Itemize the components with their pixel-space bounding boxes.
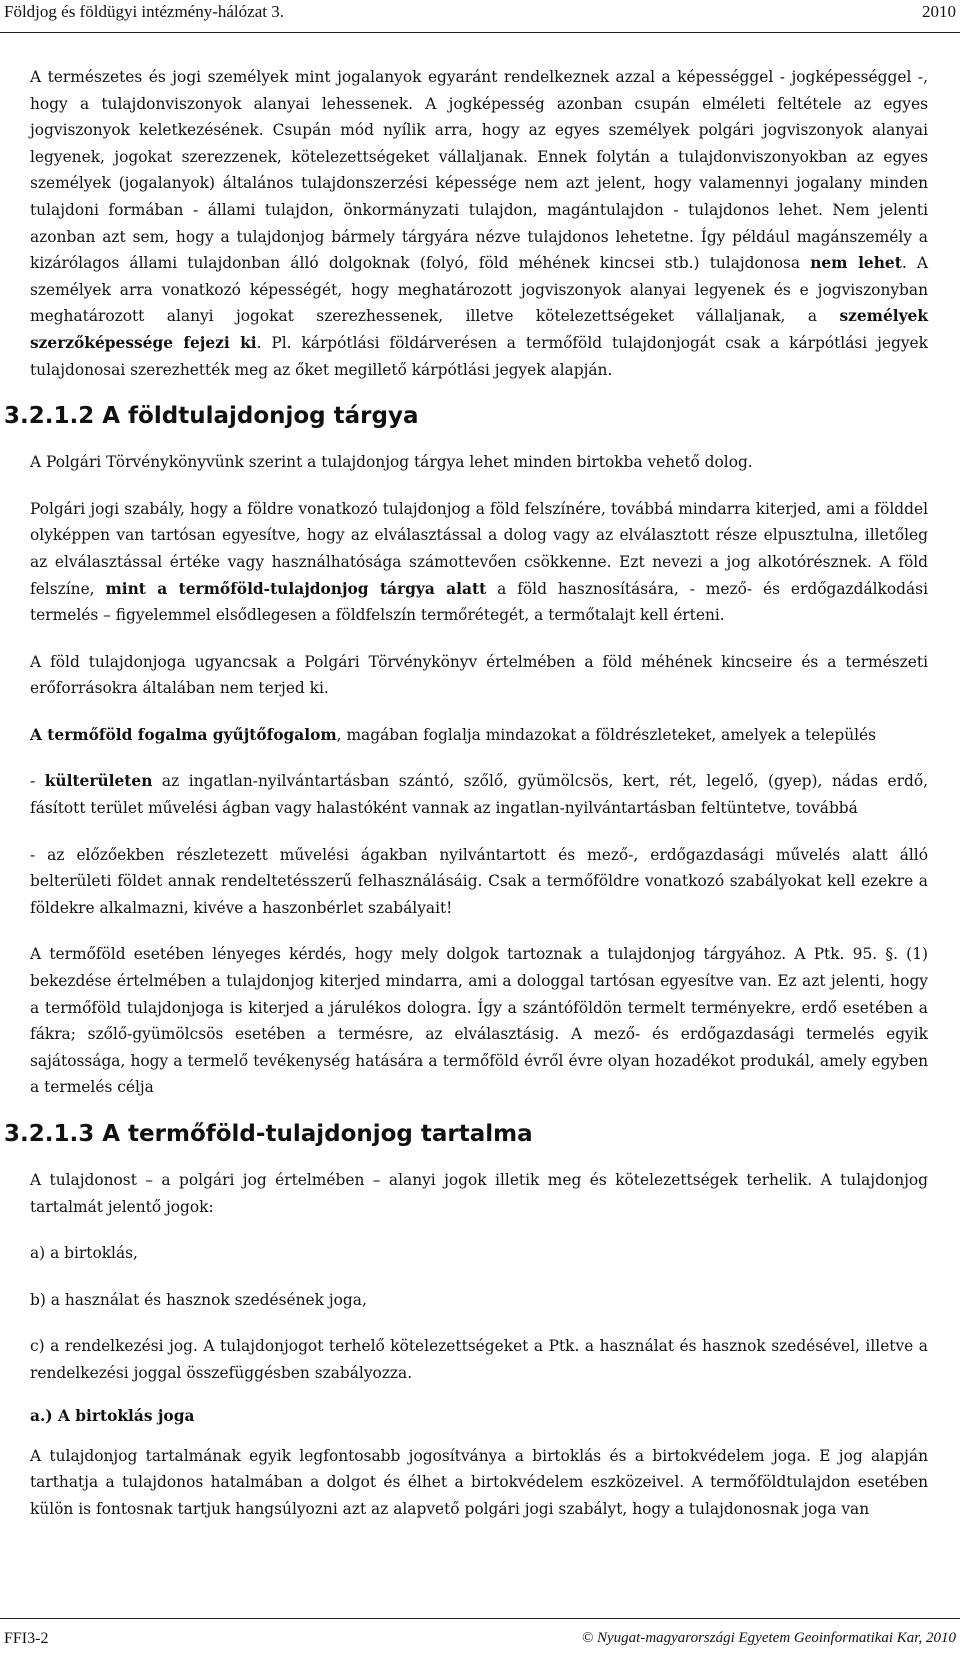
paragraph-inner-area: - az előzőekben részletezett művelési ágakban nyilvántartott és mező-, erdőgazdasági művelés alatt álló belterületi földet annak rendeltetésszerű felhasználásáig. Csak a termőföldre vonatkozó szabályokat kell ezekre a földekre alkalmazni, kivéve a haszonbérlet szabályait! bbox=[30, 845, 928, 917]
text-run: . Pl. kárpótlási földárverésen a termőföld tulajdonjogát csak a kárpótlási jegyek tulajdonosai szerezhették meg az őket megillető kárpótlási jegyek alapján. bbox=[30, 333, 928, 379]
paragraph-possession: A tulajdonjog tartalmának egyik legfontosabb jogosítványa a birtoklás és a birtokvédelem joga. E jog alapján tarthatja a tulajdonos hatalmában a dolgot és élhet a birtokvédelem eszközeivel. A termőföldtulajdon esetében külön is fontosnak tartjuk hangsúlyozni azt az alapvető polgári jogi szabályt, hogy a tulajdonosnak joga van bbox=[30, 1446, 928, 1518]
paragraph-object: A Polgári Törvénykönyvünk szerint a tulajdonjog tárgya lehet minden birtokba vehető dolog. bbox=[30, 453, 753, 472]
text-run: , magában foglalja mindazokat a földrészleteket, amelyek a település bbox=[336, 725, 877, 744]
section-heading-3212: 3.2.1.2 A földtulajdonjog tárgya bbox=[4, 403, 419, 430]
bold-run: mint a termőföld-tulajdonjog tárgya alatt bbox=[105, 579, 487, 598]
paragraph-legal-capacity bbox=[30, 64, 928, 383]
text-run: Polgári jogi szabály, hogy a földre vonatkozó tulajdonjog a föld felszínére, továbbá mindarra kiterjed, ami a földdel olyképpen van tartósan egyesítve, hogy az elválasztással a dolog vagy az elválasztott része elpusztulna, illetőleg az elválasztással értéke vagy használhatósága számottevően csökkenne. Ezt nevezi a jog alkotórésznek. A föld felszíne, bbox=[30, 499, 928, 598]
text-run: az ingatlan-nyilvántartásban szántó, szőlő, gyümölcsös, kert, rét, legelő, (gyep), nádas erdő, fásított terület művelési ágban vagy halastóként vannak az ingatlan-nyilvántartásban feltüntetve, továbbá bbox=[30, 772, 929, 818]
bold-run: A termőföld fogalma gyűjtőfogalom bbox=[30, 725, 337, 744]
list-item-b: b) a használat és hasznok szedésének joga, bbox=[30, 1290, 367, 1309]
list-item-a: a) a birtoklás, bbox=[30, 1244, 138, 1263]
paragraph-owner-rights: A tulajdonost – a polgári jog értelmében – alanyi jogok illetik meg és kötelezettségek terhelik. A tulajdonjog tartalmát jelentő jogok: bbox=[30, 1171, 928, 1216]
header-year: 2010 bbox=[922, 2, 956, 21]
paragraph-treasures: A föld tulajdonjoga ugyancsak a Polgári Törvénykönyv értelmében a föld méhének kincseire és a természeti erőforrásokra általában nem terjed ki. bbox=[30, 652, 928, 698]
bold-run: nem lehet bbox=[810, 254, 902, 273]
footer-code: FFI3-2 bbox=[4, 1630, 49, 1647]
page-footer bbox=[0, 1610, 960, 1660]
paragraph-arable-land-definition bbox=[30, 722, 928, 749]
text-run: - bbox=[30, 772, 45, 791]
bold-run: személyek szerzőképessége fejezi ki bbox=[30, 307, 928, 352]
text-run: . A személyek arra vonatkozó képességét, hogy meghatározott jogviszonyok alanyai legyenek és e jogviszonyban meghatározott alanyi jogokat szerezhessenek, illetve kötelezettségeket vállaljanak, a bbox=[30, 254, 928, 326]
text-run: A természetes és jogi személyek mint jogalanyok egyaránt rendelkeznek azzal a képességgel - jogképességgel -, hogy a tulajdonviszonyok alanyai lehessenek. A jogképesség azonban csupán elméleti feltétele az egyes jogviszonyok keletkezésének. Csupán mód nyílik arra, hogy az egyes személyek polgári jogviszonyok alanyai legyenek, jogokat szerezzenek, kötelezettségeket vállaljanak. Ennek folytán a tulajdonviszonyokban az egyes személyek (jogalanyok) általános tulajdonszerzési képessége nem azt jelent, hogy valamennyi jogalany minden tulajdoni formában - állami tulajdon, önkormányzati tulajdon, magántulajdon - tulajdonos lehet. Nem jelenti azonban azt sem, hogy a tulajdonjog bármely tárgyára nézve tulajdonos lehetetne. Így például magánszemély a kizárólagos állami tulajdonban álló dolgoknak (folyó, föld méhének kincsei stb.) tulajdonosa bbox=[30, 68, 928, 273]
footer-rule bbox=[0, 1618, 960, 1619]
header-rule bbox=[0, 32, 960, 33]
page-header bbox=[0, 0, 960, 34]
text-run: a föld hasznosítására, - mező- és erdőgazdálkodási termelés – figyelemmel elsődlegesen a földfelszín termőrétegét, a termőtalajt kell érteni. bbox=[30, 579, 928, 625]
list-item-c: c) a rendelkezési jog. A tulajdonjogot terhelő kötelezettségeket a Ptk. a használat és hasznok szedésével, illetve a rendelkezési joggal összefüggésben szabályozza. bbox=[30, 1337, 928, 1382]
bold-run: külterületen bbox=[44, 772, 153, 791]
header-title: Földjog és földügyi intézmény-hálózat 3. bbox=[4, 2, 284, 21]
section-heading-3213: 3.2.1.3 A termőföld-tulajdonjog tartalma bbox=[4, 1121, 533, 1147]
paragraph-ptk-95: A termőföld esetében lényeges kérdés, hogy mely dolgok tartoznak a tulajdonjog tárgyához. A Ptk. 95. §. (1) bekezdése értelmében a tulajdonjog kiterjed mindarra, ami a dologgal tartósan egyesítve van. Ez azt jelenti, hogy a termőföld tulajdonjoga is kiterjed a járulékos dologra. Így a szántóföldön termelt terményekre, erdő esetében a fákra; szőlő-gyümölcsös esetében a termésre, az elválasztásig. A mező- és erdőgazdasági termelés egyik sajátossága, hogy a termelő tevékenység hatására a termőföld évről évre olyan hozadékot produkál, amely egyben a termelés célja bbox=[30, 945, 928, 1097]
paragraph-civil-rule bbox=[30, 496, 928, 629]
subheading-possession: a.) A birtoklás joga bbox=[30, 1406, 195, 1425]
document-body bbox=[4, 64, 929, 1542]
footer-copyright: © Nyugat-magyarországi Egyetem Geoinformatikai Kar, 2010 bbox=[581, 1630, 956, 1646]
paragraph-outskirts bbox=[30, 768, 928, 821]
